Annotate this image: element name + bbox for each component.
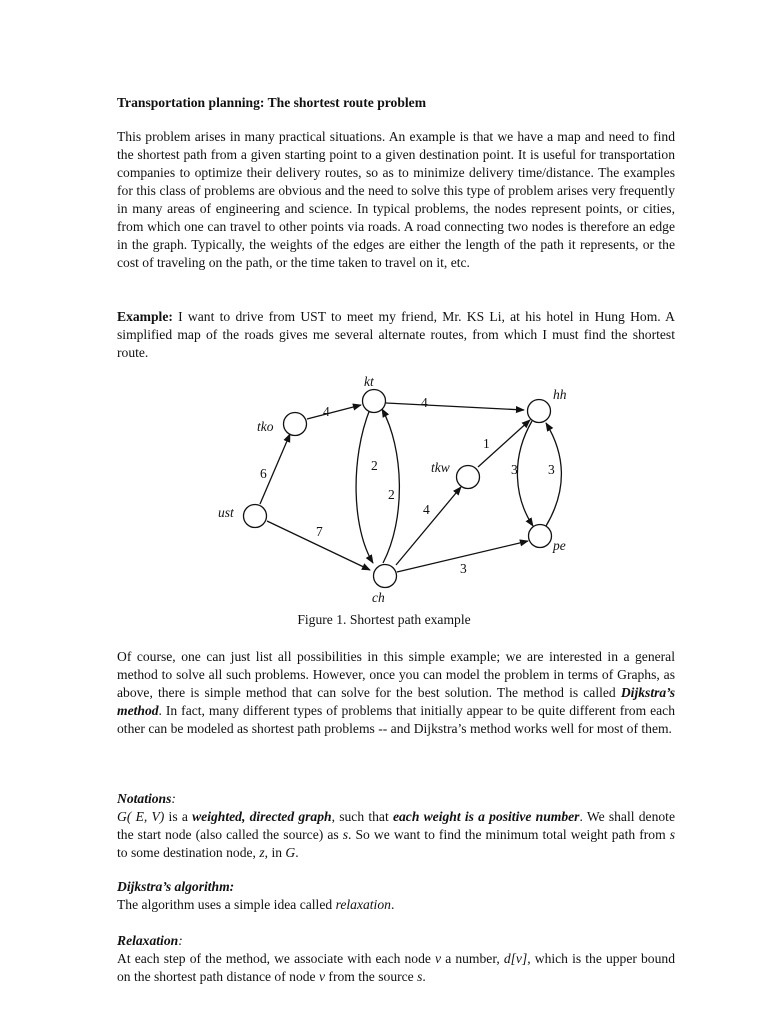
- example-label: Example:: [117, 309, 173, 324]
- example-text: I want to drive from UST to meet my friend, Mr. KS Li, at his hotel in Hung Hom. A simplified map of the roads gives me several alternate routes, from which I must find the shortest route.: [117, 309, 675, 360]
- relaxation-section: [117, 932, 675, 986]
- intro-section: [117, 128, 675, 272]
- dijkstra-text-2: .: [390, 897, 395, 912]
- edge-kt-ch: [356, 409, 373, 563]
- node-label-kt: kt: [364, 374, 374, 389]
- document-title: Transportation planning: The shortest route problem: [117, 95, 427, 110]
- dijkstra-heading-line: [117, 878, 675, 896]
- notations-colon: :: [171, 791, 176, 806]
- relaxation-text-3: , which is the upper bound on the shortest path distance of node: [117, 951, 675, 984]
- source-symbol-2: s: [669, 827, 676, 842]
- weight-hh-pe: 3: [511, 462, 518, 477]
- relaxation-text-5: .: [422, 969, 426, 984]
- weight-kt-hh: 4: [421, 395, 428, 410]
- notations-text-4: . So we want to find the minimum total weight path from: [348, 827, 670, 842]
- dijkstra-section: [117, 878, 675, 914]
- node-label-pe: pe: [553, 538, 566, 553]
- node-tkw: [457, 466, 480, 489]
- node-symbol: v: [435, 951, 442, 966]
- notations-weighted-graph: weighted, directed graph: [192, 809, 332, 824]
- notations-positive-weight: each weight is a positive number: [392, 809, 580, 824]
- notations-text-3: . We shall denote the start node (also called the source) as: [117, 809, 675, 842]
- graph-symbol: G( E, V): [117, 809, 165, 824]
- relaxation-heading: Relaxation: [117, 933, 179, 948]
- node-label-tkw: tkw: [431, 460, 450, 475]
- method-text-c: . In fact, many different types of problems that initially appear to be quite different from each other can be modeled as shortest path problems -- and Dijkstra’s method works well for most of them.: [117, 703, 675, 736]
- node-label-ch: ch: [372, 590, 385, 605]
- method-name: Dijkstra’s method: [117, 685, 675, 718]
- notations-paragraph: [117, 808, 675, 862]
- node-symbol-2: v: [318, 969, 326, 984]
- node-pe: [529, 525, 552, 548]
- edge-hh-pe: [517, 421, 533, 526]
- document-page: [117, 94, 675, 360]
- notations-text-2: , such that: [331, 809, 393, 824]
- edge-kt-hh: [386, 403, 524, 410]
- weight-ch-tkw: 4: [423, 502, 430, 517]
- example-section: [117, 308, 675, 362]
- dijkstra-paragraph: [117, 896, 675, 914]
- weight-pe-hh: 3: [548, 462, 555, 477]
- edge-ch-kt: [382, 409, 399, 563]
- node-ch: [374, 565, 397, 588]
- node-hh: [528, 400, 551, 423]
- graph-diagram: [210, 374, 590, 605]
- figure-caption: Figure 1. Shortest path example: [297, 612, 471, 627]
- weight-ch-pe: 3: [460, 561, 467, 576]
- edge-tko-kt: [307, 405, 361, 419]
- notations-text-5: to some destination node,: [117, 845, 260, 860]
- node-label-ust: ust: [218, 505, 234, 520]
- weight-ust-tko: 6: [260, 466, 267, 481]
- method-section: [117, 648, 675, 738]
- weight-ch-kt: 2: [388, 487, 395, 502]
- weight-tkw-hh: 1: [483, 436, 490, 451]
- weight-kt-ch: 2: [371, 458, 378, 473]
- weight-tko-kt: 4: [323, 404, 330, 419]
- relaxation-colon: :: [178, 933, 183, 948]
- distance-symbol: d[v]: [503, 951, 528, 966]
- destination-symbol: z: [259, 845, 265, 860]
- node-tko: [284, 413, 307, 436]
- node-label-hh: hh: [553, 387, 567, 402]
- intro-paragraph: This problem arises in many practical situations. An example is that we have a map and need to find the shortest path from a given starting point to a given destination point. It is useful for transportation companies to optimize their delivery routes, so as to minimize delivery time/distance. The examples for this class of problems are obvious and the need to solve this type of problem arises very frequently in many areas of engineering and science. In typical problems, the nodes represent points, or cities, from which one can travel to other points via roads. A road connecting two nodes is therefore an edge in the graph. Typically, the weights of the edges are either the length of the path it represents, or the cost of traveling on the path, or the time taken to travel on it, etc.: [117, 129, 675, 270]
- edge-ch-tkw: [396, 487, 461, 565]
- method-text-a: Of course, one can just list all possibilities in this simple example; we are interested in a general method to solve all such problems. However, once you can model the problem in terms of Graphs, as above, there is simple method that can solve for the best solution. The method is called: [117, 649, 675, 700]
- node-label-tko: tko: [257, 419, 274, 434]
- notations-text-6: , in: [264, 845, 286, 860]
- dijkstra-heading: Dijkstra’s algorithm:: [117, 879, 235, 894]
- relaxation-text-4: from the source: [325, 969, 418, 984]
- relaxation-heading-line: [117, 932, 675, 950]
- dijkstra-text-1: The algorithm uses a simple idea called: [117, 897, 336, 912]
- node-ust: [244, 505, 267, 528]
- relaxation-text-2: a number,: [441, 951, 504, 966]
- notations-heading-line: [117, 790, 675, 808]
- source-symbol: s: [342, 827, 349, 842]
- relaxation-term: relaxation: [335, 897, 391, 912]
- relaxation-text-1: At each step of the method, we associate with each node: [117, 951, 436, 966]
- example-paragraph: [117, 308, 675, 362]
- notations-section: [117, 790, 675, 862]
- notations-text-7: .: [295, 845, 299, 860]
- source-symbol-3: s: [417, 969, 423, 984]
- graph-symbol-2: G: [285, 845, 296, 860]
- relaxation-paragraph: [117, 950, 675, 986]
- notations-heading: Notations: [117, 791, 172, 806]
- notations-text-1: is a: [164, 809, 193, 824]
- shortest-path-figure: [210, 374, 590, 605]
- method-paragraph: [117, 648, 675, 738]
- node-kt: [363, 390, 386, 413]
- weight-ust-ch: 7: [316, 524, 323, 539]
